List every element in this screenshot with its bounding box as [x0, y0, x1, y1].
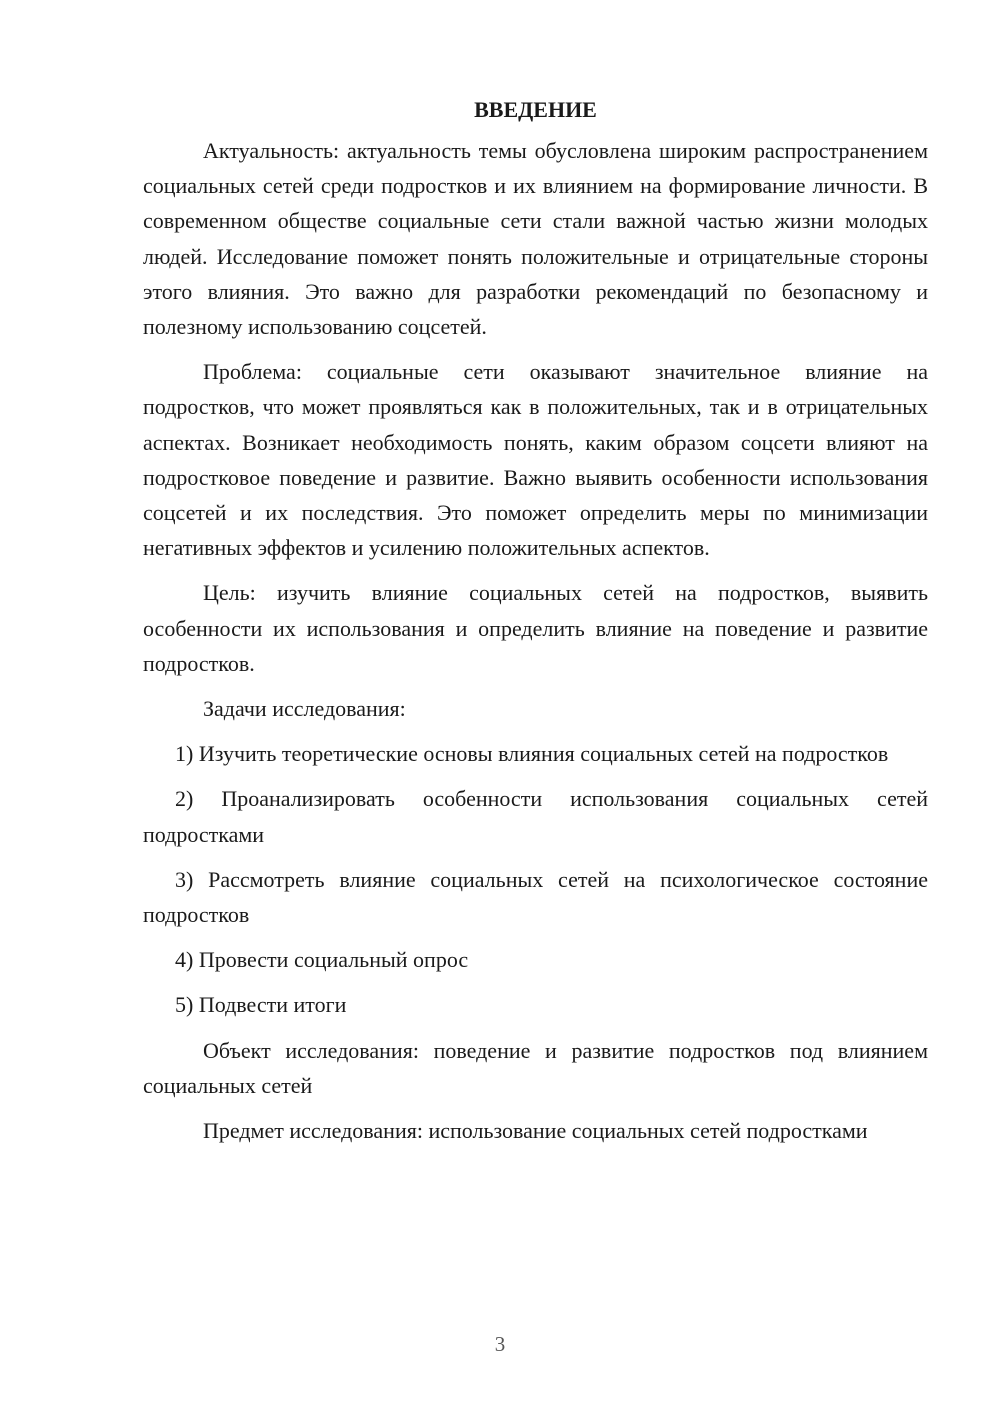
task-item-5: 5) Подвести итоги [175, 992, 347, 1018]
goal-paragraph: Цель: изучить влияние социальных сетей на подростков, выявить особенности их использования и определить влияние на поведение и развитие подростков. [143, 580, 928, 676]
task-item-1: 1) Изучить теоретические основы влияния социальных сетей на подростков [175, 741, 889, 767]
section-title: ВВЕДЕНИЕ [474, 97, 597, 122]
task-item-4: 4) Провести социальный опрос [175, 947, 469, 973]
page-number: 3 [494, 1332, 506, 1356]
tasks-heading: Задачи исследования: [203, 696, 406, 722]
object-paragraph: Объект исследования: поведение и развитие подростков под влиянием социальных сетей [143, 1037, 928, 1098]
subject-paragraph: Предмет исследования: использование социальных сетей подростками [203, 1118, 868, 1144]
document-page [143, 92, 928, 1158]
task-item-2: 2) Проанализировать особенности использования социальных сетей подростками [143, 786, 928, 847]
task-item-3: 3) Рассмотреть влияние социальных сетей на психологическое состояние подростков [143, 866, 928, 928]
problem-paragraph: Проблема: социальные сети оказывают значительное влияние на подростков, что может проявляться как в положительных, так и в отрицательных аспектах. Возникает необходимость понять, каким образом соцсети влияют на подростковое поведение и развитие. Важно выявить особенности использования соцсетей и их последствия. Это поможет определить меры по минимизации негативных эффектов и усилению положительных аспектов. [143, 359, 928, 561]
relevance-paragraph: Актуальность: актуальность темы обусловлена широким распространением социальных сетей среди подростков и их влиянием на формирование личности. В современном обществе социальные сети стали важной частью жизни молодых людей. Исследование поможет понять положительные и отрицательные стороны этого влияния. Это важно для разработки рекомендаций по безопасному и полезному использованию соцсетей. [143, 138, 928, 340]
